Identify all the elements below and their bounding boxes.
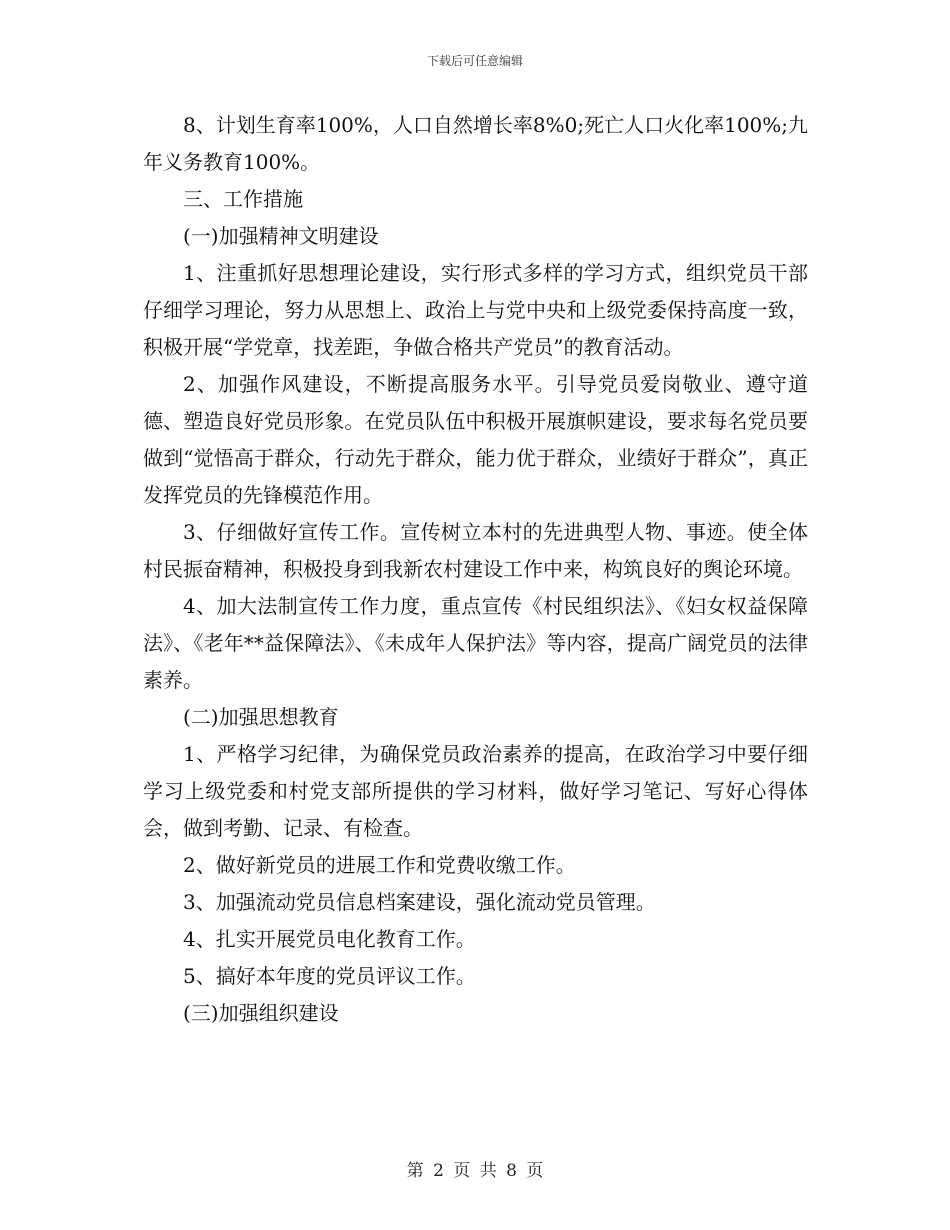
paragraph-8: 3、加强流动党员信息档案建设，强化流动党员管理。 (183, 890, 656, 914)
subsection-heading-1: (一)加强精神文明建设 (183, 224, 379, 248)
paragraph-3: 2、加强作风建设，不断提高服务水平。引导党员爱岗敬业、遵守道德、塑造良好党员形象。在党员队伍中积极开展旗帜建设，要求每名党员要做到“觉悟高于群众，行动先于群众，能力优于群众，业绩好于群众”，真正发挥党员的先锋模范作用。 (143, 372, 808, 507)
page-number: 第 2 页 共 8 页 (406, 1161, 544, 1181)
paragraph-9: 4、扎实开展党员电化教育工作。 (183, 927, 476, 951)
paragraph-2: 1、注重抓好思想理论建设，实行形式多样的学习方式，组织党员干部仔细学习理论，努力从思想上、政治上与党中央和上级党委保持高度一致，积极开展“学党章，找差距，争做合格共产党员”的教育活动。 (143, 261, 808, 359)
paragraph-1: 8、计划生育率100%，人口自然增长率8%0;死亡人口火化率100%;九年义务教育100%。 (143, 113, 809, 174)
paragraph-7: 2、做好新党员的进展工作和党费收缴工作。 (183, 853, 576, 877)
subsection-heading-2: (二)加强思想教育 (183, 705, 339, 729)
header-note: 下载后可任意编辑 (426, 54, 523, 68)
section-heading-measures: 三、工作措施 (183, 187, 303, 211)
document-body (143, 107, 808, 1032)
paragraph-10: 5、搞好本年度的党员评议工作。 (183, 964, 476, 988)
paragraph-6: 1、严格学习纪律，为确保党员政治素养的提高，在政治学习中要仔细学习上级党委和村党支部所提供的学习材料，做好学习笔记、写好心得体会，做到考勤、记录、有检查。 (143, 742, 808, 840)
paragraph-5: 4、加大法制宣传工作力度，重点宣传《村民组织法》、《妇女权益保障法》、《老年**益保障法》、《未成年人保护法》等内容，提高广阔党员的法律素养。 (143, 594, 808, 692)
subsection-heading-3: (三)加强组织建设 (183, 1001, 339, 1025)
paragraph-4: 3、仔细做好宣传工作。宣传树立本村的先进典型人物、事迹。使全体村民振奋精神，积极投身到我新农村建设工作中来，构筑良好的舆论环境。 (143, 520, 808, 581)
